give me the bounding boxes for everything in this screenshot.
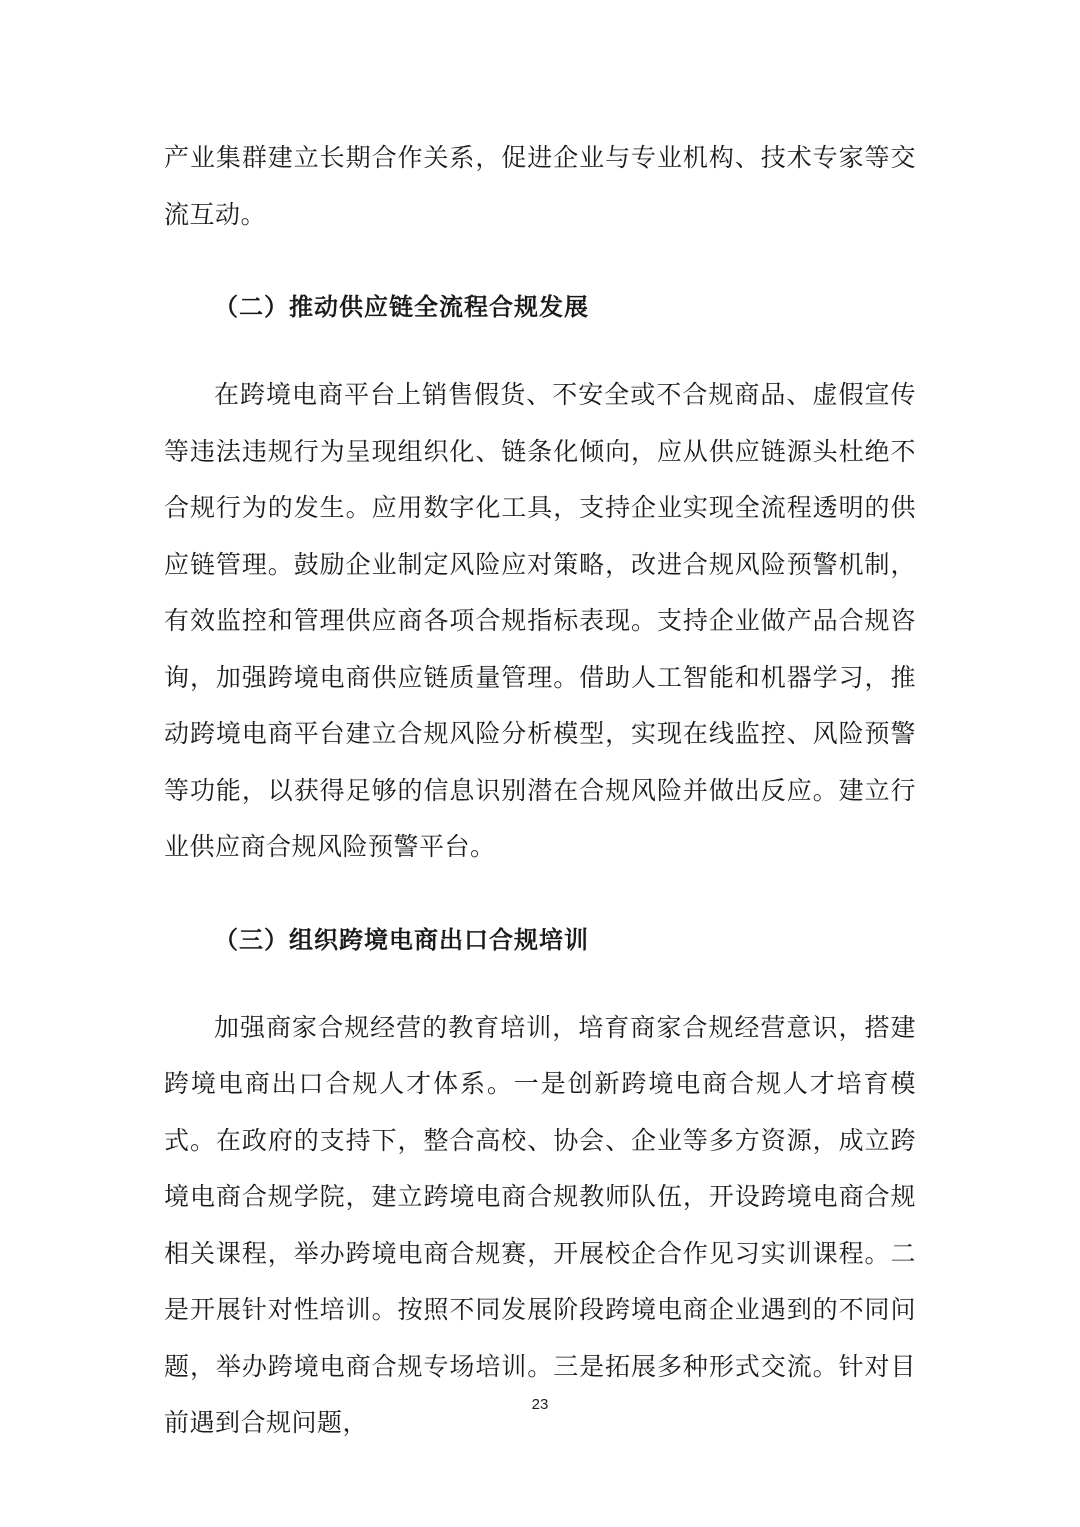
section-heading-3: （三）组织跨境电商出口合规培训 — [214, 925, 589, 954]
spacer — [164, 243, 916, 279]
spacer — [164, 335, 916, 367]
page-number: 23 — [531, 1396, 549, 1413]
section-heading-2: （二）推动供应链全流程合规发展 — [214, 293, 589, 321]
paragraph-training: 加强商家合规经营的教育培训，培育商家合规经营意识，搭建跨境电商出口合规人才体系。一是创新跨境电商合规人才培育模式。在政府的支持下，整合高校、协会、企业等多方资源，成立跨境电商合规学院，建立跨境电商合规教师队伍，开设跨境电商合规相关课程，举办跨境电商合规赛，开展校企合作见习实训课程。二是开展针对性培训。按照不同发展阶段跨境电商企业遇到的不同问题，举办跨境电商合规专场培训。三是拓展多种形式交流。针对目前遇到合规问题， — [164, 1012, 916, 1437]
spacer — [164, 968, 916, 1000]
paragraph-supply-chain: 在跨境电商平台上销售假货、不安全或不合规商品、虚假宣传等违法违规行为呈现组织化、链条化倾向，应从供应链源头杜绝不合规行为的发生。应用数字化工具，支持企业实现全流程透明的供应链管理。鼓励企业制定风险应对策略，改进合规风险预警机制，有效监控和管理供应商各项合规指标表现。支持企业做产品合规咨询，加强跨境电商供应链质量管理。借助人工智能和机器学习，推动跨境电商平台建立合规风险分析模型，实现在线监控、风险预警等功能，以获得足够的信息识别潜在合规风险并做出反应。建立行业供应商合规风险预警平台。 — [164, 380, 916, 861]
paragraph-continuation: 产业集群建立长期合作关系，促进企业与专业机构、技术专家等交流互动。 — [164, 143, 916, 229]
spacer — [164, 876, 916, 912]
document-body — [164, 130, 916, 1452]
